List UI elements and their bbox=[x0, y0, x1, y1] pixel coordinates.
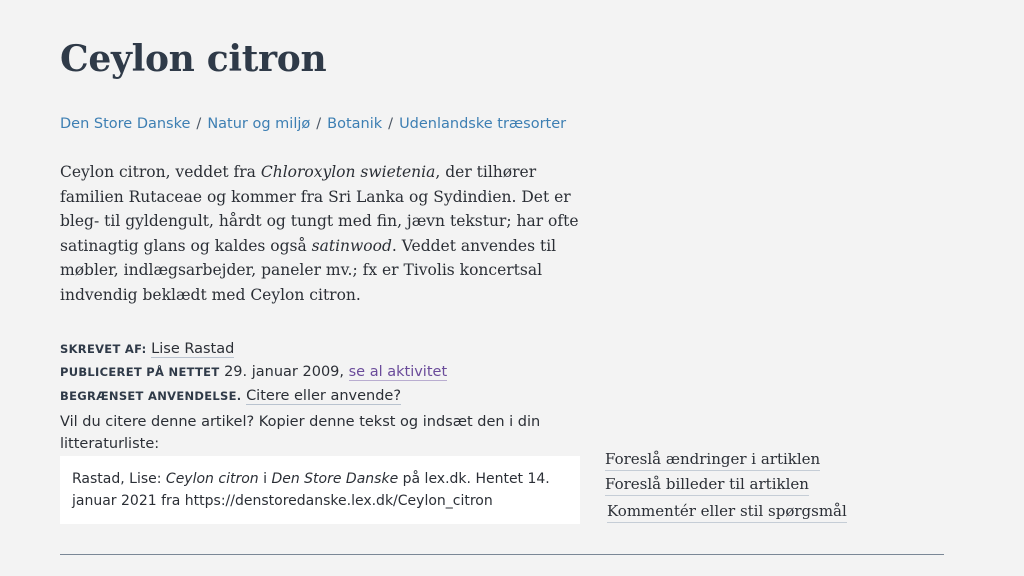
body-text-italic: satinwood bbox=[311, 236, 392, 255]
body-text-part: . Veddet anvendes til møbler, indlægsarbejder, paneler mv.; fx er Tivolis koncertsal indvendig beklædt med Ceylon citron. bbox=[60, 236, 557, 304]
suggest-changes-link[interactable]: Foreslå ændringer i artiklen bbox=[605, 449, 820, 471]
suggest-images-link[interactable]: Foreslå billeder til artiklen bbox=[605, 474, 809, 496]
body-text-part: Ceylon citron, veddet fra bbox=[60, 163, 261, 181]
footer-divider bbox=[60, 554, 944, 555]
breadcrumb-separator: / bbox=[316, 116, 322, 132]
breadcrumb bbox=[60, 116, 566, 132]
citation-author: Rastad, Lise: bbox=[72, 471, 166, 487]
published-date: 29. januar 2009, bbox=[224, 364, 345, 380]
restricted-use-line bbox=[60, 388, 590, 404]
author-line bbox=[60, 341, 590, 357]
published-line bbox=[60, 364, 590, 380]
breadcrumb-link-udenlandske-traesorter[interactable]: Udenlandske træsorter bbox=[399, 116, 567, 132]
restricted-use-label: BEGRÆNSET ANVENDELSE. bbox=[60, 389, 242, 403]
page-title: Ceylon citron bbox=[60, 38, 327, 80]
citation-title: Ceylon citron bbox=[165, 471, 259, 487]
citation-intro: Vil du citere denne artikel? Kopier denne tekst og indsæt den i din litteraturliste: bbox=[60, 414, 541, 452]
activity-link[interactable]: se al aktivitet bbox=[348, 364, 448, 380]
breadcrumb-link-den-store-danske[interactable]: Den Store Danske bbox=[60, 116, 191, 132]
cite-or-use-link[interactable]: Citere eller anvende? bbox=[246, 388, 402, 404]
comment-or-question-link[interactable]: Kommentér eller stil spørgsmål bbox=[607, 501, 847, 523]
body-text-part: , der tilhører familien Rutaceae og kommer fra Sri Lanka og Sydindien. Det er bleg- til gyldengult, hårdt og tungt med fin, jævn tekstur; har ofte satinagtig glans og kaldes også bbox=[60, 163, 579, 255]
citation-in: i bbox=[258, 471, 272, 487]
breadcrumb-link-botanik[interactable]: Botanik bbox=[327, 116, 383, 132]
published-label: PUBLICERET PÅ NETTET bbox=[60, 365, 220, 379]
article-body bbox=[60, 160, 580, 308]
citation-box[interactable] bbox=[60, 456, 580, 524]
citation-rest: på lex.dk. Hentet 14. januar 2021 fra https://denstoredanske.lex.dk/Ceylon_citron bbox=[72, 471, 550, 509]
breadcrumb-link-natur-og-miljo[interactable]: Natur og miljø bbox=[207, 116, 311, 132]
breadcrumb-separator: / bbox=[388, 116, 394, 132]
body-text-italic: Chloroxylon swietenia bbox=[260, 163, 436, 181]
citation-work: Den Store Danske bbox=[271, 471, 399, 487]
author-link[interactable]: Lise Rastad bbox=[151, 341, 235, 357]
author-label: SKREVET AF: bbox=[60, 342, 147, 356]
article-actions bbox=[605, 449, 847, 523]
breadcrumb-separator: / bbox=[196, 116, 202, 132]
